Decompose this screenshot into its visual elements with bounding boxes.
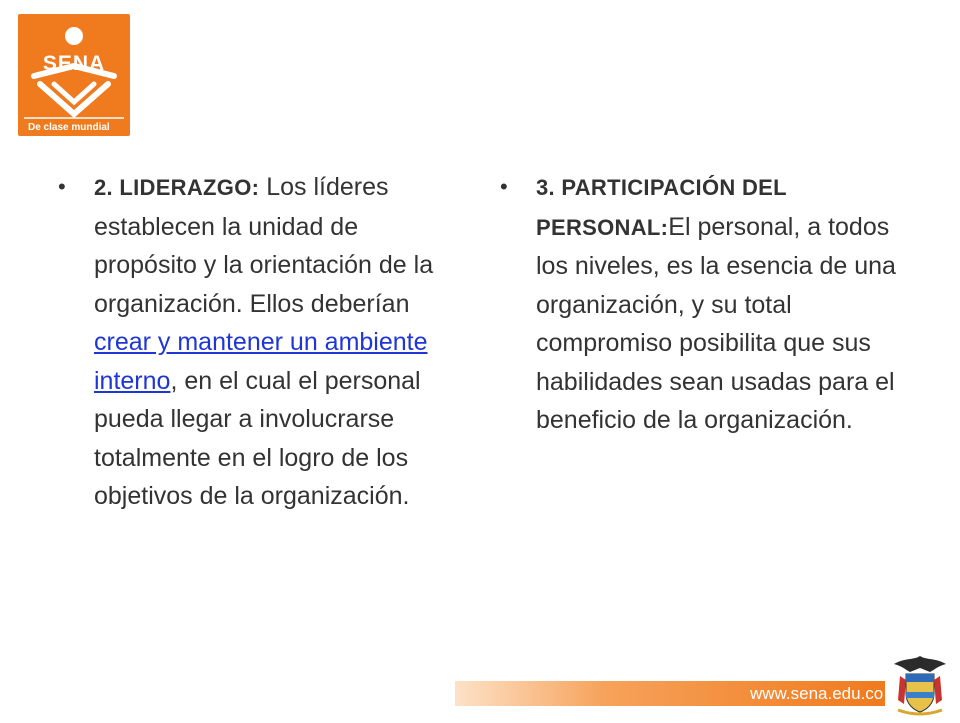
footer-url[interactable]: www.sena.edu.co: [750, 684, 884, 703]
participacion-body: El personal, a todos los niveles, es la esencia de una organización, y su total compromiso posibilita que sus habilidades sean usadas para el beneficio de la organización.: [536, 212, 896, 434]
sena-logo-icon: [18, 14, 130, 136]
bullet-icon: •: [58, 174, 66, 199]
bullet-liderazgo: [58, 168, 448, 516]
liderazgo-heading: 2. LIDERAZGO:: [94, 175, 260, 200]
bullet-icon: •: [500, 174, 508, 199]
logo-wordmark: SENA: [42, 52, 106, 75]
logo-tagline: De clase mundial: [28, 122, 110, 133]
liderazgo-body-before: Los líderes establecen la unidad de propósito y la orientación de la organización. Ellos deberían: [94, 173, 434, 318]
bullet-participacion: [500, 168, 900, 440]
ambiente-interno-link[interactable]: crear y mantener un ambiente interno: [94, 328, 428, 395]
participacion-heading: 3. PARTICIPACIÓN DEL PERSONAL:: [536, 175, 787, 240]
liderazgo-body-after: , en el cual el personal pueda llegar a involucrarse totalmente en el logro de los objetivos de la organización.: [94, 366, 421, 510]
participacion-text: [536, 168, 900, 440]
coat-of-arms-graphic: [888, 652, 952, 718]
liderazgo-text: [94, 168, 448, 516]
coat-of-arms-icon: [888, 652, 952, 718]
